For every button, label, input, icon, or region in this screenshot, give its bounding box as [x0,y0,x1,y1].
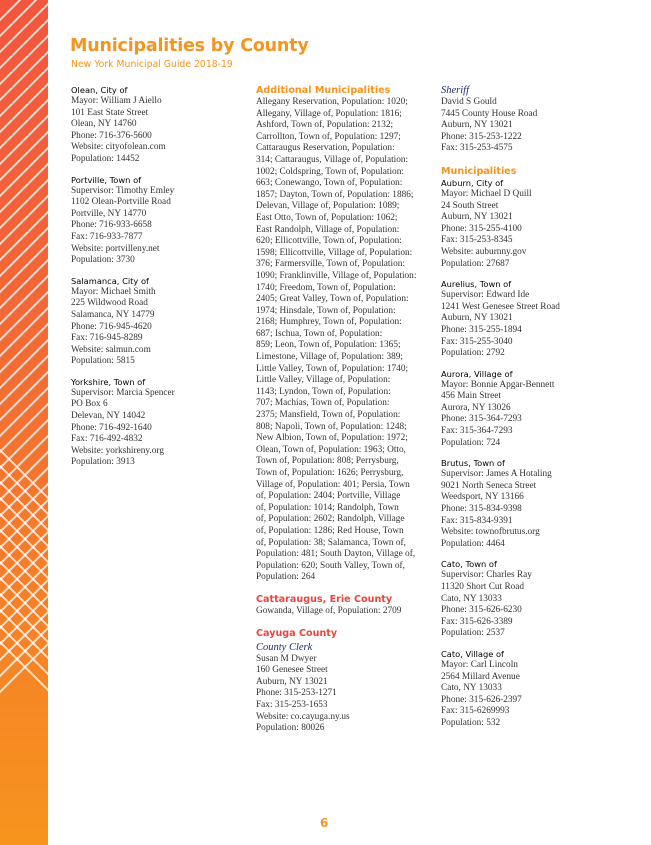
list-line: East Randolph, Village of, Population: [256,224,400,235]
list-line: New Albion, Town of, Population: 1972; [256,433,408,444]
municipality-name: Aurelius, Town of [441,279,512,290]
entry-line: Population: 532 [441,717,501,728]
municipality-name: Olean, City of [71,85,128,95]
entry-line: Supervisor: Edward Ide [441,290,530,301]
entry-line: Olean, NY 14760 [71,119,137,130]
entry-line: Portville, NY 14770 [71,208,147,219]
entry-line: Fax: 716-933-7877 [71,231,143,242]
municipality-entry [441,178,626,270]
entry-line: Phone: 315-255-1894 [441,324,522,335]
entry-line: 456 Main Street [441,391,501,402]
entry-line: Mayor: Michael Smith [71,286,156,297]
list-line: 1974; Hinsdale, Town of, Population: [256,305,396,316]
list-line: of, Population: 2404; Portville, Village [256,491,401,502]
column-3 [441,85,626,739]
list-line: Population: 264 [256,572,316,583]
list-line: 1740; Freedom, Town of, Population: [256,282,396,293]
entry-line: Supervisor: Marcia Spencer [71,387,175,398]
list-line: of, Population: 2602; Randolph, Village [256,514,405,525]
list-line: 663; Conewango, Town of, Population: [256,178,403,189]
entry-line: PO Box 6 [71,399,108,410]
entry-line: Cato, NY 13033 [441,683,502,694]
entry-line: Population: 27687 [441,258,510,269]
list-line: 376; Farmersville, Town of, Population: [256,259,405,270]
list-line: 859; Leon, Town of, Population: 1365; [256,340,401,351]
list-line: 2168; Humphrey, Town of, Population: [256,317,402,328]
entry-line: Website: portvilleny.net [71,243,160,254]
entry-line: Supervisor: Timothy Emley [71,185,175,196]
municipality-name: Cato, Town of [441,559,497,570]
municipality-name: Cato, Village of [441,648,504,659]
entry-line: Aurora, NY 13026 [441,402,511,413]
entry-line: 11320 Short Cut Road [441,582,525,592]
entry-line: Website: salmun.com [71,344,151,355]
municipality-name: Salamanca, City of [71,275,149,286]
list-line: Delevan, Village of, Population: 1089; [256,201,400,212]
entry-line: Population: 5815 [71,356,135,367]
additional-municipalities-heading: Additional Municipalities [256,85,391,96]
municipality-entry [441,649,626,730]
entry-line: 225 Wildwood Road [71,298,148,309]
entry-line: 24 South Street [441,200,499,211]
entry-line: David S Gould [441,97,497,107]
entry-line: Phone: 315-626-2397 [441,694,522,705]
cattaraugus-erie-line: Gowanda, Village of, Population: 2709 [256,605,402,616]
entry-line: 1102 Olean-Portville Road [71,197,171,208]
entry-line: Phone: 315-255-4100 [441,223,522,234]
list-line: of, Population: 38; Salamanca, Town of, [256,537,406,548]
entry-line: Fax: 716-945-8289 [71,333,143,344]
entry-line: Website: yorkshireny.org [71,445,164,456]
municipality-entry [441,279,626,360]
entry-line: Population: 3913 [71,457,135,468]
column-1 [71,85,241,478]
entry-line: Population: 14452 [71,153,140,164]
entry-line: Mayor: Bonnie Apgar-Bennett [441,379,555,390]
list-line: 1598; Ellicottville, Village of, Population: [256,247,413,258]
entry-line: Fax: 315-253-1653 [256,699,328,710]
entry-line: Auburn, NY 13021 [441,212,513,223]
entry-line: Fax: 315-626-3389 [441,616,513,627]
municipality-entry [71,85,241,166]
entry-line: Susan M Dwyer [256,653,317,664]
municipality-name: Aurora, Village of [441,368,513,379]
entry-line: Delevan, NY 14042 [71,411,146,422]
list-line: Little Valley, Village of, Population: [256,375,391,386]
list-line: 707; Machias, Town of, Population: [256,398,390,409]
list-line: Allegany Reservation, Population: 1020; [256,97,408,107]
list-line: Town of, Population: 1626; Perrysburg, [256,468,404,478]
lattice-pattern [0,0,48,845]
entry-line: Website: cityofolean.com [71,142,166,153]
entry-line: Phone: 315-626-6230 [441,605,522,616]
list-line: Ashford, Town of, Population: 2132; [256,120,394,131]
entry-line: Auburn, NY 13021 [256,676,328,687]
list-line: Town of, Population: 808; Perrysburg, [256,456,399,467]
municipality-entry [71,276,241,368]
list-line: 1002; Coldspring, Town of, Population: [256,166,404,177]
entry-line: Supervisor: Charles Ray [441,570,532,581]
list-line: of, Population: 1286; Red House, Town [256,525,404,536]
entry-line: Fax: 716-492-4832 [71,434,143,445]
entry-line: Phone: 716-945-4620 [71,321,152,332]
list-line: 808; Napoli, Town of, Population: 1248; [256,421,407,432]
entry-line: Cato, NY 13033 [441,593,502,604]
entry-line: Phone: 716-492-1640 [71,422,152,433]
entry-line: Population: 2792 [441,348,505,359]
entry-line: 7445 County House Road [441,108,538,119]
entry-line: Website: auburnny.gov [441,246,527,257]
county-clerk-label: County Clerk [256,641,313,653]
municipalities-heading: Municipalities [441,165,517,177]
entry-line: Mayor: Michael D Quill [441,188,532,199]
entry-line: Website: co.cayuga.ny.us [256,711,350,722]
entry-line: Auburn, NY 13021 [441,313,513,324]
list-line: Village of, Population: 401; Persia, Town [256,479,410,490]
list-line: Olean, Town of, Population: 1963; Otto, [256,444,406,455]
list-line: Allegany, Village of, Population: 1816; [256,108,402,119]
entry-line: Fax: 315-6269993 [441,706,510,717]
entry-line: Fax: 315-255-3040 [441,336,513,347]
list-line: 620; Ellicottville, Town of, Population: [256,236,402,247]
list-line: Little Valley, Town of, Population: 1740; [256,363,409,374]
list-line: Population: 481; South Dayton, Village of, [256,549,416,560]
list-line: Carrollton, Town of, Population: 1297; [256,131,401,142]
entry-line: Population: 2537 [441,628,505,639]
entry-line: Website: townofbrutus.org [441,527,540,538]
entry-line: Salamanca, NY 14779 [71,309,155,320]
entry-line: Phone: 315-253-1222 [441,131,522,142]
column-2 [256,85,426,735]
entry-line: Mayor: William J Aiello [71,96,162,106]
entry-line: Phone: 716-376-5600 [71,130,152,141]
entry-line: Mayor: Carl Lincoln [441,659,518,670]
entry-line: 9021 North Seneca Street [441,480,537,491]
entry-line: Auburn, NY 13021 [441,120,513,131]
list-line: 2375; Mansfield, Town of, Population: [256,410,401,421]
list-line: East Otto, Town of, Population: 1062; [256,212,398,223]
municipality-entry [71,175,241,267]
sheriff-label: Sheriff [441,85,469,96]
page-subtitle: New York Municipal Guide 2018-19 [71,59,233,70]
entry-line: Fax: 315-364-7293 [441,426,513,437]
entry-line: Phone: 315-834-9398 [441,504,522,515]
municipality-entry [441,369,626,450]
list-line: Cattaraugus Reservation, Population: [256,143,395,154]
entry-line: Phone: 315-364-7293 [441,414,522,425]
municipality-entry [71,377,241,469]
entry-line: Supervisor: James A Hotaling [441,469,552,480]
entry-line: Population: 4464 [441,538,505,549]
entry-line: Phone: 315-253-1271 [256,688,337,699]
entry-line: Fax: 315-834-9391 [441,515,513,526]
cayuga-county-heading: Cayuga County [256,627,338,639]
list-line: 1143; Lyndon, Town of, Population: [256,386,391,397]
entry-line: Phone: 716-933-6658 [71,220,152,231]
entry-line: 101 East State Street [71,107,149,118]
entry-line: Weedsport, NY 13166 [441,492,524,503]
entry-line: Population: 3730 [71,255,135,266]
entry-line: Population: 80026 [256,723,325,734]
decorative-sidebar [0,0,48,845]
entry-line: Fax: 315-253-8345 [441,235,513,246]
page-title: Municipalities by County [70,36,309,56]
municipality-entry [441,458,626,550]
list-line: Population: 620; South Valley, Town of, [256,560,405,571]
list-line: 314; Cattaraugus, Village of, Population: [256,154,409,165]
additional-municipalities-list [256,97,426,584]
municipality-name: Yorkshire, Town of [71,376,146,387]
list-line: 2405; Great Valley, Town of, Population: [256,294,409,305]
list-line: 1090; Franklinville, Village of, Population: [256,270,417,281]
municipality-name: Brutus, Town of [441,458,505,469]
list-line: of, Population: 1014; Randolph, Town [256,502,399,513]
entry-line: 160 Genesee Street [256,665,328,676]
list-line: 1857; Dayton, Town of, Population: 1886; [256,189,414,200]
municipality-name: Auburn, City of [441,177,504,188]
entry-line: 2564 Millard Avenue [441,671,520,682]
entry-line: Population: 724 [441,437,501,448]
cattaraugus-erie-heading: Cattaraugus, Erie County [256,593,393,605]
list-line: Limestone, Village of, Population: 389; [256,352,403,363]
entry-line: 1241 West Genesee Street Road [441,301,560,312]
municipality-name: Portville, Town of [71,174,142,185]
municipality-entry [441,559,626,640]
entry-line: Fax: 315-253-4575 [441,143,513,154]
page-number: 6 [320,816,329,830]
list-line: 687; Ischua, Town of, Population: [256,328,383,339]
